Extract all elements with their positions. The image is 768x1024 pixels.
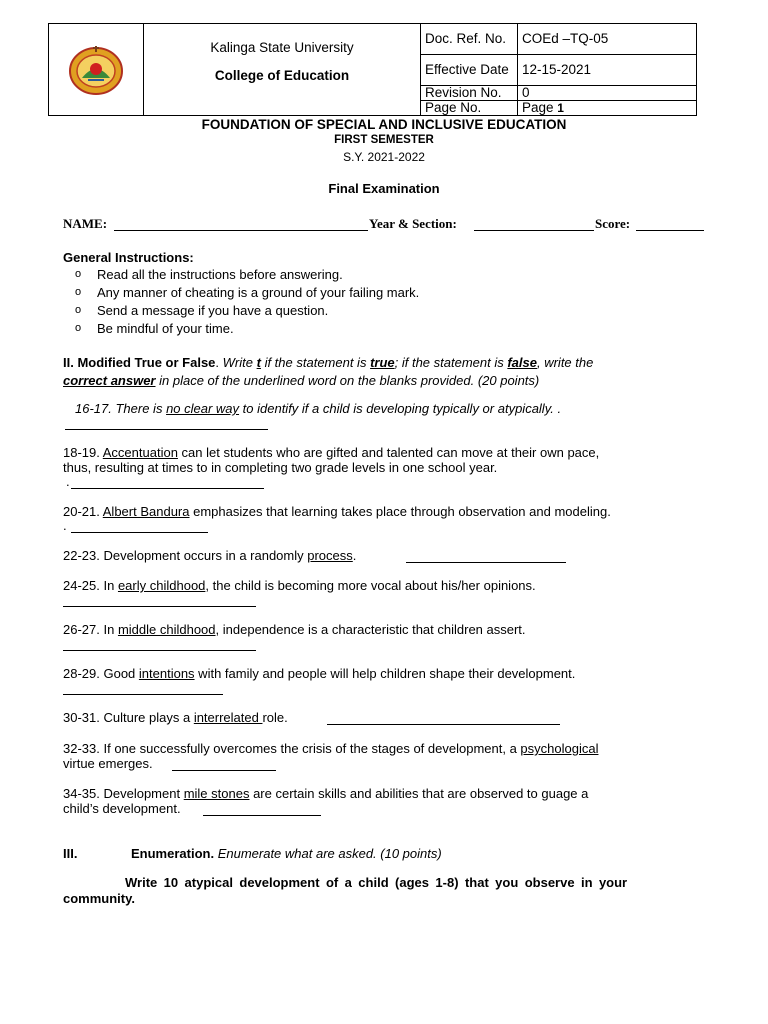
name-label: NAME: xyxy=(63,216,108,231)
revision-label: Revision No. xyxy=(421,86,518,101)
answer-blank[interactable] xyxy=(63,606,256,607)
logo-cell xyxy=(49,24,144,116)
page-no-label: Page No. xyxy=(421,101,518,116)
question-28-29: 28-29. Good intentions with family and people will help children shape their development. xyxy=(63,666,576,681)
answer-blank[interactable] xyxy=(71,532,208,533)
answer-blank[interactable] xyxy=(63,650,256,651)
question-18-19-line2: thus, resulting at times to in completing two grade levels in one school year. xyxy=(63,460,498,475)
revision-value: 0 xyxy=(518,86,697,101)
instruction-item: Send a message if you have a question. xyxy=(97,303,329,318)
part2-instructions-line2: correct answer in place of the underlined word on the blanks provided. (20 points) xyxy=(63,373,540,388)
bullet-icon: o xyxy=(75,286,82,298)
answer-blank[interactable] xyxy=(203,815,321,816)
university-seal-logo xyxy=(53,44,139,96)
effective-date-value: 12-15-2021 xyxy=(518,55,697,86)
course-title: FOUNDATION OF SPECIAL AND INCLUSIVE EDUCATION xyxy=(201,117,567,132)
page-no-value: Page 1 xyxy=(518,101,697,116)
school-year: S.Y. 2021-2022 xyxy=(343,150,425,164)
bullet-icon: o xyxy=(75,322,82,334)
part3-heading: Enumeration. Enumerate what are asked. (10 points) xyxy=(131,846,442,861)
answer-blank[interactable] xyxy=(63,694,223,695)
question-20-21: 20-21. Albert Bandura emphasizes that learning takes place through observation and modeling. xyxy=(63,504,611,519)
university-name: Kalinga State University xyxy=(210,39,354,55)
score-blank[interactable] xyxy=(636,230,704,231)
answer-blank[interactable] xyxy=(65,429,268,430)
doc-ref-label: Doc. Ref. No. xyxy=(421,24,518,55)
part3-number: III. xyxy=(63,846,78,861)
doc-ref-value: COEd –TQ-05 xyxy=(518,24,697,55)
answer-lead: . xyxy=(63,518,67,533)
instruction-item: Any manner of cheating is a ground of your failing mark. xyxy=(97,285,420,300)
question-26-27: 26-27. In middle childhood, independence is a characteristic that children assert. xyxy=(63,622,526,637)
answer-blank[interactable] xyxy=(327,724,560,725)
part3-task-line2: community. xyxy=(63,891,135,906)
question-24-25: 24-25. In early childhood, the child is becoming more vocal about his/her opinions. xyxy=(63,578,536,593)
document-header-table xyxy=(48,23,697,116)
question-22-23: 22-23. Development occurs in a randomly process. xyxy=(63,548,357,563)
part3-task: Write 10 atypical development of a child (ages 1-8) that you observe in your xyxy=(125,875,628,890)
instructions-heading: General Instructions: xyxy=(63,250,194,265)
year-section-label: Year & Section: xyxy=(369,216,457,231)
question-34-35-line2: child’s development. xyxy=(63,801,181,816)
part2-instructions: II. Modified True or False. Write t if the statement is true; if the statement is false, write the xyxy=(63,355,594,370)
question-16-17: 16-17. There is no clear way to identify if a child is developing typically or atypically. . xyxy=(75,401,562,416)
question-30-31: 30-31. Culture plays a interrelated role. xyxy=(63,710,288,725)
university-cell xyxy=(144,24,421,116)
college-name: College of Education xyxy=(214,67,350,83)
semester: FIRST SEMESTER xyxy=(334,134,434,146)
answer-lead: . xyxy=(66,474,70,489)
question-32-33-line2: virtue emerges. xyxy=(63,756,153,771)
name-blank[interactable] xyxy=(114,230,368,231)
question-34-35: 34-35. Development mile stones are certain skills and abilities that are observed to guage a xyxy=(63,786,589,801)
question-18-19: 18-19. Accentuation can let students who are gifted and talented can move at their own pace, xyxy=(63,445,600,460)
effective-date-label: Effective Date xyxy=(421,55,518,86)
question-32-33: 32-33. If one successfully overcomes the crisis of the stages of development, a psychological xyxy=(63,741,599,756)
year-section-blank[interactable] xyxy=(474,230,594,231)
bullet-icon: o xyxy=(75,304,82,316)
bullet-icon: o xyxy=(75,268,82,280)
answer-blank[interactable] xyxy=(172,770,276,771)
score-label: Score: xyxy=(595,216,631,231)
instruction-item: Be mindful of your time. xyxy=(97,321,234,336)
answer-blank[interactable] xyxy=(71,488,264,489)
instruction-item: Read all the instructions before answering. xyxy=(97,267,343,282)
answer-blank[interactable] xyxy=(406,562,566,563)
exam-title: Final Examination xyxy=(328,181,440,196)
